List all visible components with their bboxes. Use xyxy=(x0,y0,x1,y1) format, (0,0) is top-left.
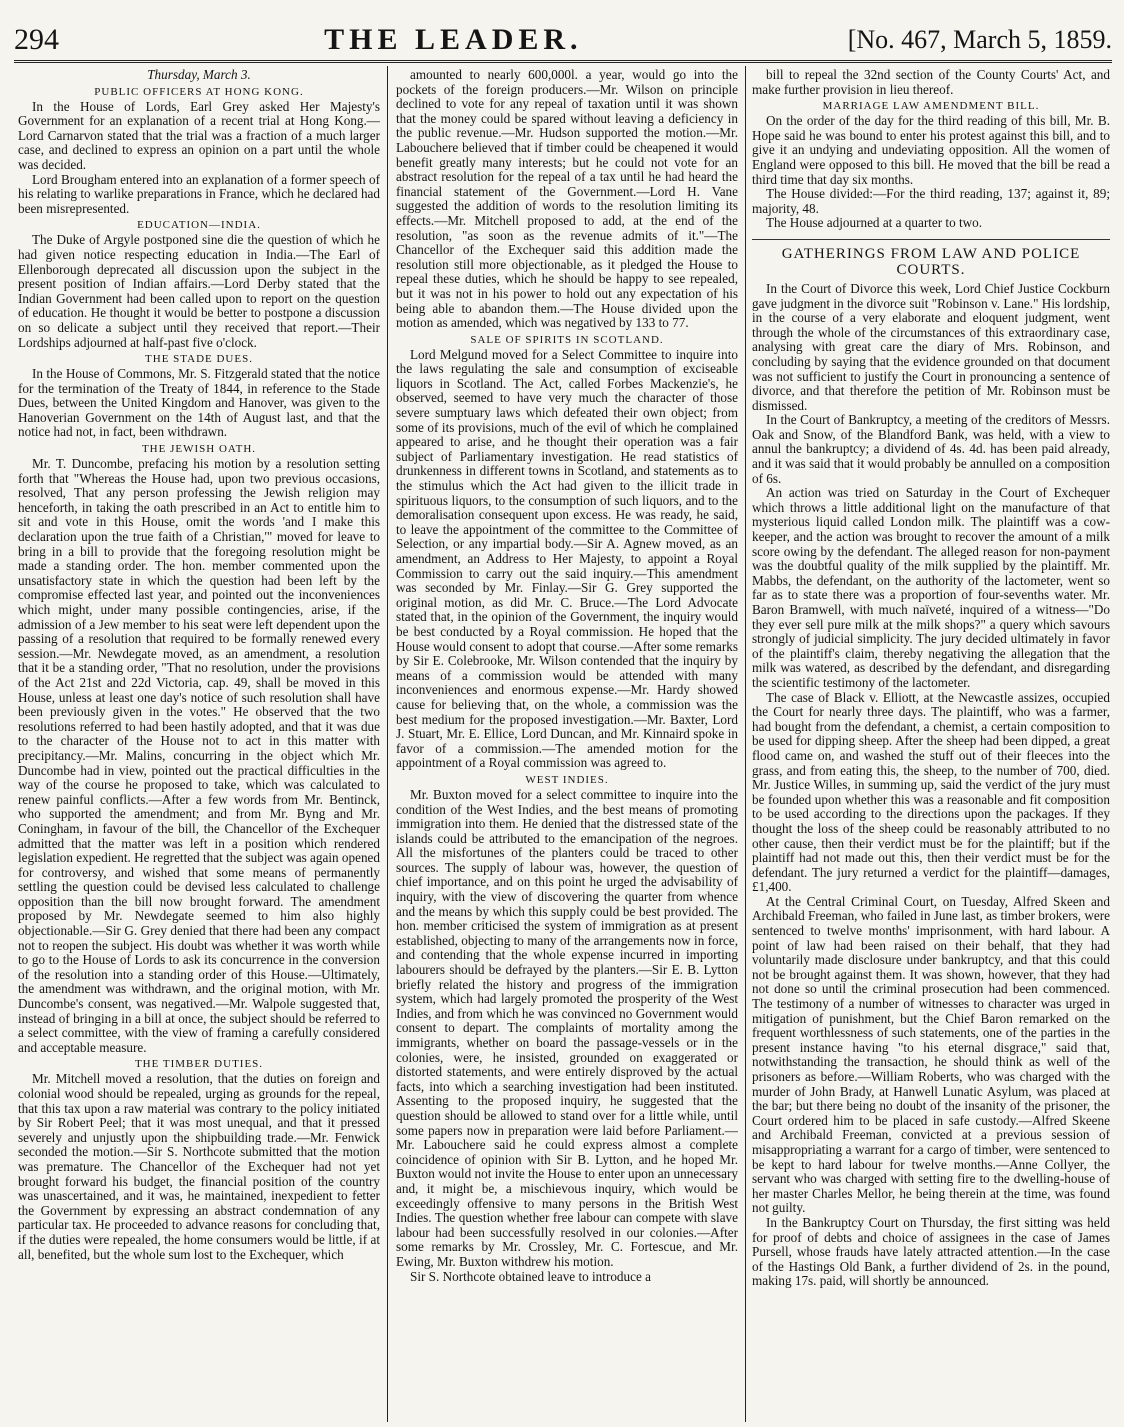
article-paragraph: At the Central Criminal Court, on Tuesday, Alfred Skeen and Archibald Freeman, who failed in June last, as timber brokers, were sentenced to twelve months' imprisonment, with hard labour. A point of law had been raised on their behalf, that they had voluntarily made disclosure under bankruptcy, and that this could not be brought against them. It was shown, however, that they had not done so until the criminal prosecution had been commenced. The testimony of a number of witnesses to character was urged in mitigation of punishment, but the Chief Baron remarked on the frequent worthlessness of such statements, one of the parties in the present instance having "to his eternal disgrace," said that, notwithstanding the transaction, he should think as well of the prisoners as before.—William Roberts, who was charged with the murder of John Brady, at Hanwell Lunatic Asylum, was placed at the bar; but there being no doubt of the insanity of the prisoner, the Court ordered him to be placed in safe custody.—Alfred Skeene and Archibald Freeman, convicted at a previous session of misappropriating a warrant for a cargo of timber, were sentenced to be kept to hard labour for twelve months.—Anne Collyer, the servant who was charged with setting fire to the dwelling-house of her master Charles Mellor, he being therein at the time, was found not guilty. xyxy=(752,893,1110,1216)
article-paragraph: Sir S. Northcote obtained leave to introduce a xyxy=(410,1268,651,1284)
article-paragraph: Mr. T. Duncombe, prefacing his motion by a resolution setting forth that "Whereas the House had, upon two previous occasions, resolved, That any person professing the Jewish religion may henceforth, in taking the oath prescribed in an Act to entitle him to sit and vote in this House, omit the words 'and I make this declaration upon the true faith of a Christian,'" moved for leave to bring in a bill to provide that the foregoing resolution might be made a standing order. The hon. member commented upon the unsatisfactory state in which the question had been left by the compromise effected last year, and pointed out the inconveniences which might, under many possible contingencies, arise, if the admission of a Jew member to his seat were left dependent upon the passing of a resolution that required to be formally renewed every session.—Mr. Newdegate moved, as an amendment, a resolution that it be a standing order, "That no resolution, under the provisions of the Act 21st and 22d Victoria, cap. 49, shall be moved in this House, unless at least one day's notice of such resolution shall have been previously given in the votes." He observed that the two resolutions referred to had been hastily adopted, and that it was due to the character of the House not to act in this matter with precipitancy.—Mr. Malins, concurring in the object which Mr. Duncombe had in view, pointed out the practical difficulties in the way of the course he proposed to take, which was calculated to renew painful conflicts.—After a few words from Mr. Bentinck, who supported the amendment; and from Mr. Byng and Mr. Coningham, in favour of the bill, the Chancellor of the Exchequer admitted that the matter was left in a position which rendered legislation expedient. He regretted that the subject was again opened for controversy, and wished that some means of permanently settling the question could be devised less calculated to challenge opposition than the bill now brought forward. The amendment proposed by Mr. Newdegate seemed to him also highly objectionable.—Sir G. Grey denied that there had been any compact not to reopen the subject. His doubt was whether it was worth while to go to the House of Lords to ask its concurrence in the conversion of the resolution into a standing order of this House.—Ultimately, the amendment was withdrawn, and the original motion, with Mr. Duncombe's consent, was negatived.—Mr. Walpole suggested that, instead of bringing in a bill at once, the subject should be referred to a select committee, with the view of framing a carefully considered and acceptable measure. xyxy=(18,456,380,1055)
article-paragraph: amounted to nearly 600,000l. a year, would go into the pockets of the foreign producers.—Mr. Wilson on principle declined to vote for any repeal of taxation until it was shown that the money could be spared without leaving a deficiency in the public revenue.—Mr. Hudson supported the motion.—Mr. Labouchere believed that if timber could be cheapened it would benefit greatly many interests; but he could not vote for an abstract resolution for the repeal of a tax until he had heard the financial statement of the Government.—Lord H. Vane suggested the addition of words to the resolution limiting its effects.—Mr. Mitchell proposed to add, at the end of the resolution, "as soon as the revenue admits of it."—The Chancellor of the Exchequer said this addition made the resolution still more objectionable, as it pledged the House to repeal these duties, which he should be happy to see repealed, but it was not in his power to hold out any expectation of his being able to abandon them.—The House divided upon the motion as amended, which was negatived by 133 to 77. xyxy=(396,68,738,331)
section-heading: THE TIMBER DUTIES. xyxy=(134,1058,264,1071)
article-paragraph: Lord Melgund moved for a Select Committee to inquire into the laws regulating the sale and consumption of exciseable liquors in Scotland. The Act, called Forbes Mackenzie's, he observed, seemed to have very much the character of those severe sumptuary laws which defeated their own object; from some of its provisions, much of the evil of which he complained appeared to arise, and he thought their operation was a fair subject of Parliamentary investigation. He read statistics of drunkenness in different towns in Scotland, and statements as to the stimulus which the Act had given to the illicit trade in spirituous liquors, to the consumption of such liquors, and to the demoralisation consequent upon excess. He was ready, he said, to leave the appointment of the committee to the Committee of Selection, or any impartial body.—Sir A. Agnew moved, as an amendment, an Address to Her Majesty, to appoint a Royal Commission to carry out the said inquiry.—This amendment was seconded by Mr. Finlay.—Sir G. Grey supported the original motion, as did Mr. C. Bruce.—The Lord Advocate stated that, in the opinion of the Government, the inquiry would be best conducted by a Royal commission. He hoped that the House would consent to adopt that course.—After some remarks by Sir E. Colebrooke, Mr. Wilson contended that the inquiry by means of a commission would be attended with many inconveniences and enormous expense.—Mr. Hardy showed cause for believing that, on the whole, a commission was the best medium for the proposed investigation.—Mr. Baxter, Lord J. Stuart, Mr. E. Ellice, Lord Duncan, and Mr. Kinnaird spoke in favor of a commission.—The amended motion for the appointment of a Royal commission was agreed to. xyxy=(396,346,738,771)
page-number: 294 xyxy=(14,23,59,56)
section-heading: THE JEWISH OATH. xyxy=(141,443,257,456)
article-paragraph: In the House of Commons, Mr. S. Fitzgerald stated that the notice for the termination of the Treaty of 1844, in reference to the Stade Dues, between the United Kingdom and Hanover, was given to the Hanoverian Government on the 14th of August last, and that the notice had not, in fact, been withdrawn. xyxy=(18,366,380,440)
article-paragraph: In the Bankruptcy Court on Thursday, the first sitting was held for proof of debts and choice of assignees in the case of James Pursell, whose frauds have lately attracted attention.—In the case of the Hastings Old Bank, a further dividend of 2s. in the pound, making 17s. paid, will shortly be announced. xyxy=(752,1214,1110,1289)
article-paragraph: Lord Brougham entered into an explanation of a former speech of his relating to warlike preparations in France, which he declared had been misrepresented. xyxy=(18,171,380,216)
article-paragraph: The Duke of Argyle postponed sine die the question of which he had given notice respecting education in India.—The Earl of Ellenborough deprecated all discussion upon the subject in the present position of Indian affairs.—Lord Derby stated that the Indian Government had been called upon to report on the question of education. He thought it would be better to postpone a discussion on so delicate a subject until they received that report.—Their Lordships adjourned at half-past five o'clock. xyxy=(18,232,380,350)
column-1 xyxy=(18,68,380,1422)
section-heading: THE STADE DUES. xyxy=(145,353,253,366)
article-paragraph: In the Court of Divorce this week, Lord Chief Justice Cockburn gave judgment in the divorce suit "Robinson v. Lane." His lordship, in the course of a very elaborate and eloquent judgment, went through the whole of the circumstances of this extraordinary case, analysing with great care the diary of Mrs. Robinson, and concluding by saying that the evidence grounded on that document was not sufficient to justify the Court in pronouncing a sentence of divorce, and that therefore the petition of Mr. Robinson must be dismissed. xyxy=(752,280,1110,413)
article-paragraph: An action was tried on Saturday in the Court of Exchequer which throws a little additional light on the manufacture of that mysterious liquid called London milk. The plaintiff was a cow-keeper, and the action was brought to recover the amount of a milk score owing by the defendant. The alleged reason for non-payment was the doubtful quality of the milk supplied by the plaintiff. Mr. Mabbs, the defendant, on the authority of the lactometer, went so far as to state there was a proportion of four-sevenths water. Mr. Baron Bramwell, with much naïveté, inquired of a witness—"Do they ever sell pure milk at the milk shops?" a query which savours strongly of judicial simplicity. The jury decided ultimately in favor of the plaintiff's claim, thereby negativing the allegation that the milk was watered, as described by the defendant, and disregarding the scientific testimony of the lactometer. xyxy=(752,485,1110,690)
article-paragraph: The House divided:—For the third reading, 137; against it, 89; majority, 48. xyxy=(752,186,1110,216)
dateline: Thursday, March 3. xyxy=(147,68,251,82)
section-heading: GATHERINGS FROM LAW AND POLICE COURTS. xyxy=(752,239,1110,278)
article-paragraph: The case of Black v. Elliott, at the Newcastle assizes, occupied the Court for nearly three days. The plaintiff, who was a farmer, had bought from the defendant, a chemist, a certain composition to be used for dipping sheep. After the sheep had been dipped, a great flood came on, and washed the stuff out of their fleeces into the grass, and from eating this, the sheep, to the number of 700, died. Mr. Justice Willes, in summing up, said the verdict of the jury must be founded upon whether this was a reasonable and fit composition to be used according to the directions upon the packages. If they thought the loss of the sheep could be reasonably attributed to no other cause, then their verdict must be for the plaintiff; but if the plaintiff had not made out this, then their verdict must be for the defendant. The jury returned a verdict for the plaintiff—damages, £1,400. xyxy=(752,689,1110,895)
section-heading: MARRIAGE LAW AMENDMENT BILL. xyxy=(822,100,1040,113)
column-2 xyxy=(396,68,738,1422)
article-paragraph: bill to repeal the 32nd section of the County Courts' Act, and make further provision in lieu thereof. xyxy=(752,68,1110,97)
article-paragraph: On the order of the day for the third reading of this bill, Mr. B. Hope said he was bound to enter his protest against this bill, and to give it an undying and undeviating opposition. All the women of England were opposed to this bill. He moved that the bill be read a third time that day six months. xyxy=(752,113,1110,187)
section-heading: EDUCATION—INDIA. xyxy=(137,219,261,232)
issue-info: [No. 467, March 5, 1859. xyxy=(847,25,1112,54)
section-heading: WEST INDIES. xyxy=(525,773,609,786)
column-divider xyxy=(745,66,746,1422)
article-paragraph: The House adjourned at a quarter to two. xyxy=(766,215,983,231)
column-3 xyxy=(752,68,1110,1422)
section-heading: SALE OF SPIRITS IN SCOTLAND. xyxy=(470,333,664,346)
article-paragraph: Mr. Mitchell moved a resolution, that the duties on foreign and colonial wood should be repealed, urging as grounds for the repeal, that this tax upon a raw material was contrary to the policy initiated by Sir Robert Peel; that it was most unequal, and that it pressed severely and unjustly upon the shipbuilding trade.—Mr. Fenwick seconded the motion.—Sir S. Northcote submitted that the motion was premature. The Chancellor of the Exchequer had not yet brought forward his budget, the financial position of the country was unascertained, and it was, he maintained, inexpedient to fetter the Government by expressing an abstract condemnation of any particular tax. He proceeded to advance reasons for concluding that, if the duties were repealed, the home consumers would be little, if at all, benefited, but the whole sum lost to the Exchequer, which xyxy=(18,1071,380,1262)
article-paragraph: In the House of Lords, Earl Grey asked Her Majesty's Government for an explanation of a recent trial at Hong Kong.—Lord Carnarvon stated that the trial was a fraction of a much larger case, and declined to express an opinion on a part until the whole was decided. xyxy=(18,98,380,172)
masthead xyxy=(14,14,1112,63)
column-divider xyxy=(387,66,388,1422)
article-paragraph: In the Court of Bankruptcy, a meeting of the creditors of Messrs. Oak and Snow, of the Blandford Bank, was held, with a view to annul the bankruptcy; a dividend of 4s. 4d. has been paid already, and it was said that it would probably be annulled on a composition of 6s. xyxy=(752,412,1110,486)
article-paragraph: Mr. Buxton moved for a select committee to inquire into the condition of the West Indies, and the best means of promoting immigration into them. He denied that the distressed state of the islands could be attributed to the emancipation of the negroes. All the misfortunes of the planters could be traced to other sources. The supply of labour was, however, the question of chief importance, and on this point he urged the advisability of inquiry, with the view of discovering the quarter from whence and the means by which this supply could be best provided. The hon. member criticised the system of immigration as at present established, objecting to many of the arrangements now in force, and contending that the whole expense incurred in importing labourers should be defrayed by the planters.—Sir E. B. Lytton briefly related the history and progress of the immigration system, which had largely promoted the prosperity of the West Indies, and from which he was convinced no Government would consent to depart. The complaints of mortality among the immigrants, whether on board the passage-vessels or in the colonies, were, he insisted, grounded on exaggerated or distorted statements, and were entirely disproved by the actual facts, into which a searching investigation had been instituted. Assenting to the proposed inquiry, he suggested that the question should be allowed to stand over for a little while, until some papers now in preparation were laid before Parliament.—Mr. Labouchere said he could express almost a complete coincidence of opinion with Sir B. Lytton, and he hoped Mr. Buxton would not invite the House to enter upon an unnecessary and, it might be, a mischievous inquiry, which would be exceedingly offensive to many persons in the British West Indies. The question whether free labour can compete with slave labour had been successfully resolved in our colonies.—After some remarks by Mr. Crossley, Mr. C. Fortescue, and Mr. Ewing, Mr. Buxton withdrew his motion. xyxy=(396,786,738,1269)
newspaper-title: THE LEADER. xyxy=(324,23,583,56)
section-heading: PUBLIC OFFICERS AT HONG KONG. xyxy=(94,85,304,98)
